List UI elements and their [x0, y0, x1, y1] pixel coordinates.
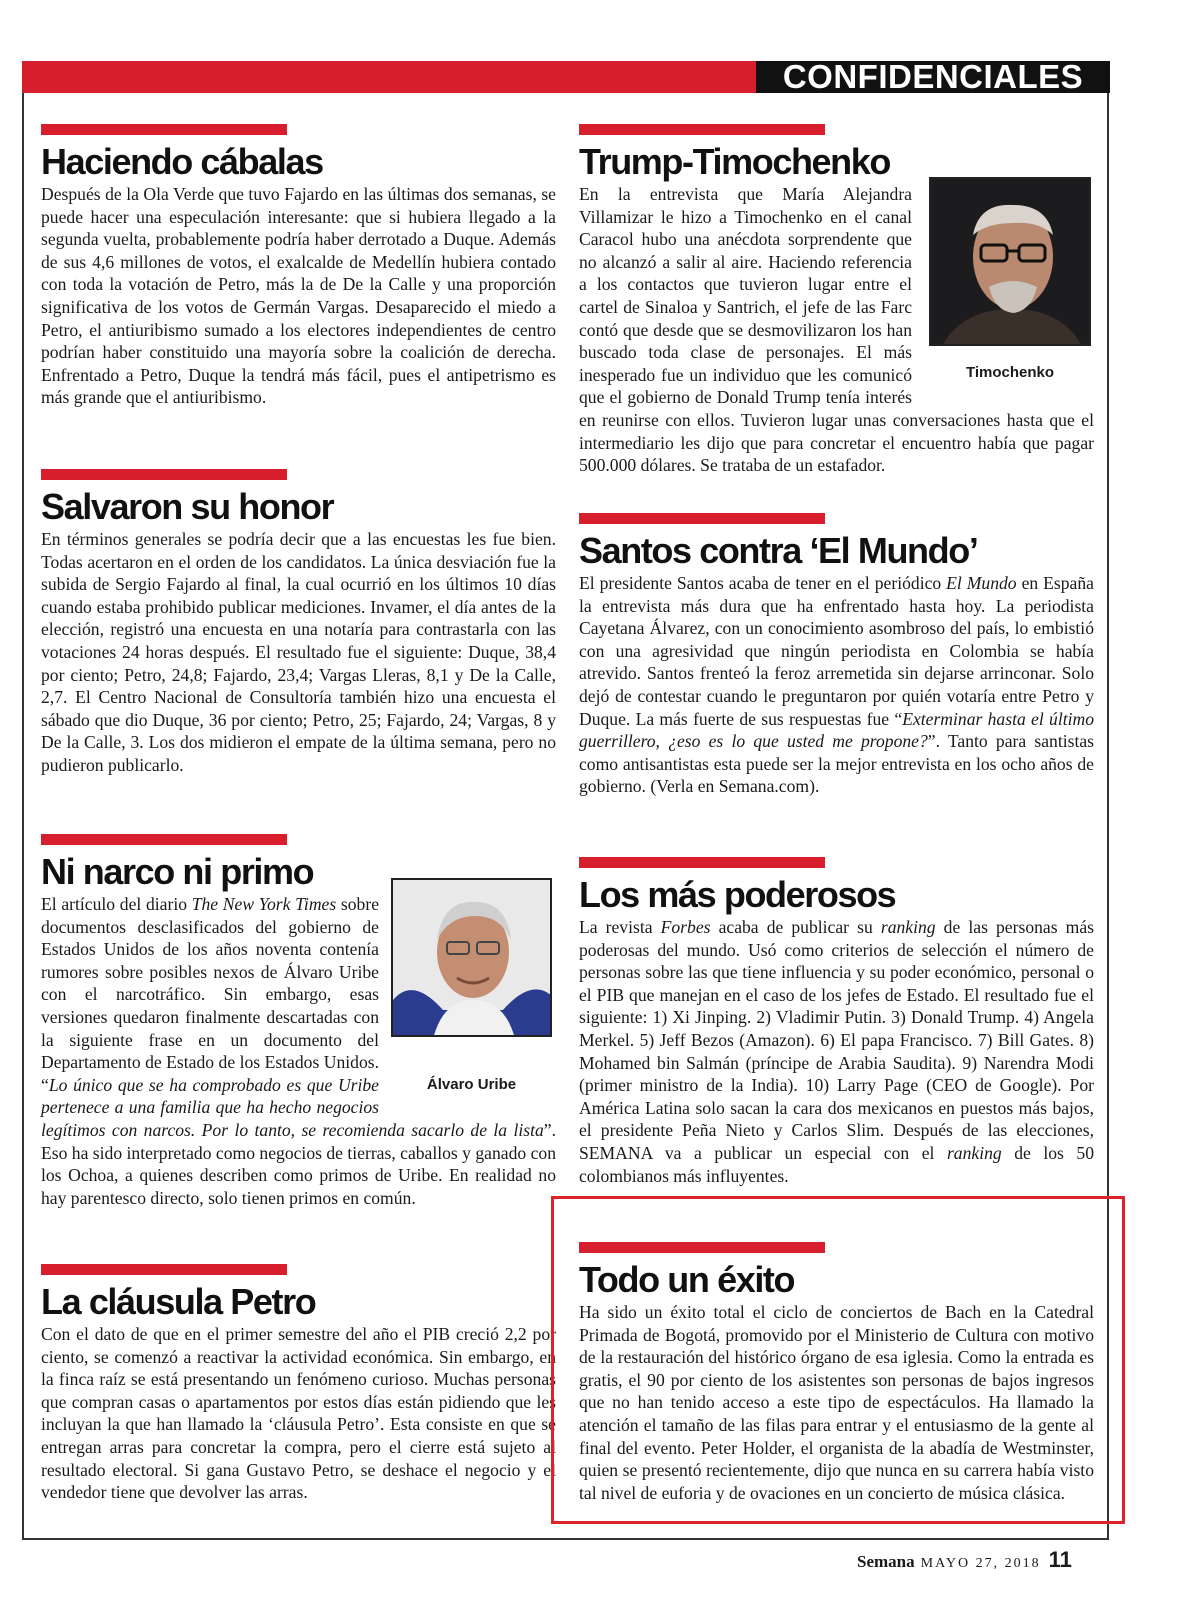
article-body: El presidente Santos acaba de tener en el periódico El Mundo en España la entrevista más dura que ha enfrentado hasta hoy. La periodista Cayetana Álvarez, con un conocimiento asombroso del país, lo embistió con una agresividad que ningún periodista en Colombia se había atrevido. Santos frenteó la feroz arremetida sin dejarse arrinconar. Solo dejó de contestar cuando le preguntaron por quién votaría entre Petro y Duque. La más fuerte de sus respuestas fue “Exterminar hasta el último guerrillero, ¿eso es lo que usted me propone?”. Tanto para santistas como antisantistas esta puede ser la mejor entrevista en los ocho años de gobierno. (Verla en Semana.com).	[579, 573, 1094, 797]
magazine-name: Semana	[857, 1552, 915, 1571]
highlight-box	[551, 1196, 1125, 1524]
article-body: La revista Forbes acaba de publicar su ranking de las personas más poderosas del mundo. Usó como criterios de selección el número de personas sobre las que tiene influencia y su poder económico, personal o el PIB que manejan en el caso de los jefes de Estado. El resultado fue el siguiente: 1) Xi Jinping. 2) Vladimir Putin. 3) Donald Trump. 4) Angela Merkel. 5) Jeff Bezos (Amazon). 6) El papa Francisco. 7) Bill Gates. 8) Mohamed bin Salmán (príncipe de Arabia Saudita). 9) Narendra Modi (primer ministro de la India). 10) Larry Page (CEO de Google). Por América Latina solo sacan la cara dos mexicanos en puestos más bajos, el presidente Peña Nieto y Carlos Slim. Después de las elecciones, SEMANA va a publicar un especial con el ranking de los 50 colombianos más influyentes.	[579, 917, 1095, 1186]
photo-caption: Álvaro Uribe	[426, 1076, 517, 1093]
issue-date: MAYO 27, 2018	[920, 1556, 1041, 1571]
headline: Todo un éxito	[579, 1259, 795, 1300]
article-body: El artículo del diario The New York Times sobre documentos desclasificados del gobierno de Estados Unidos de los años noventa contenía rumores sobre posibles nexos de Álvaro Uribe con el narcotráfico. Sin embargo, esas versiones quedaron finalmente descartadas con la siguiente frase en un documento del Departamento de Estado de los Estados Unidos. “Lo único que se ha comprobado es que Uribe pertenece a una familia que ha hecho negocios legítimos con narcos. Por lo tanto, se recomienda sacarlo de la lista”. Eso ha sido interpretado como negocios de tierras, caballos y ganado con los Ochoa, a quienes describen como primos de Uribe. En realidad no hay parentesco directo, solo tienen primos en común.	[41, 894, 556, 1208]
headline: Ni narco ni primo	[41, 851, 314, 892]
article-salvaron-su-honor	[41, 469, 556, 777]
headline-bar	[41, 834, 287, 845]
photo-timochenko	[929, 177, 1091, 346]
quote: Lo único que se ha comprobado es que Uribe pertenece a una familia que ha hecho negocios legítimos con narcos. Por lo tanto, se recomienda sacarlo de la lista	[41, 1074, 544, 1140]
headline: Santos contra ‘El Mundo’	[579, 530, 978, 571]
headline-bar	[579, 857, 825, 868]
publication-name: Forbes	[660, 917, 711, 937]
portrait-image	[931, 179, 1091, 346]
headline-bar	[41, 124, 287, 135]
article-body: Después de la Ola Verde que tuvo Fajardo en las últimas dos semanas, se puede hacer una especulación interesante: que si hubiera llegado a la segunda vuelta, probablemente podría haber derrotado a Duque. Además de sus 4,6 millones de votos, el exalcalde de Medellín hubiera contado con toda la votación de Petro, más la de De la Calle y una proporción significativa de los votos de Germán Vargas. Desaparecido el miedo a Petro, el antiuribismo sumado a los electores independientes de centro podrían haber constituido una mayoría sobre la coalición de derecha. Enfrentado a Petro, Duque la tendrá más fácil, pues el antipetrismo es más grande que el antiuribismo.	[41, 184, 556, 408]
headline: La cláusula Petro	[41, 1281, 316, 1322]
portrait-image	[393, 880, 552, 1037]
page-number: 11	[1048, 1547, 1072, 1572]
article-los-mas-poderosos	[579, 857, 1094, 1187]
headline-bar	[41, 1264, 287, 1275]
headline-bar	[579, 513, 825, 524]
publication-name: El Mundo	[946, 573, 1017, 593]
page-footer	[857, 1547, 1072, 1573]
article-body: En términos generales se podría decir que a las encuestas les fue bien. Todas acertaron en el orden de los candidatos. La única desviación fue la subida de Sergio Fajardo al final, la cual ocurrió en los últimos 10 días cuando estaba prohibido publicar mediciones. Invamer, el día antes de la elección, registró una encuesta en una notaría para contrastarla con las votaciones 24 horas después. El resultado fue el siguiente: Duque, 38,4 por ciento; Petro, 24,8; Fajardo, 23,4; Vargas Lleras, 8,1 y De la Calle, 2,7. El Centro Nacional de Consultoría también hizo una encuesta el sábado que dio Duque, 36 por ciento; Petro, 25; Fajardo, 24; Vargas, 8 y De la Calle, 3. Los dos midieron el empate de la última semana, pero no pudieron publicarlo.	[41, 529, 556, 775]
photo-alvaro-uribe	[391, 878, 552, 1037]
section-label: CONFIDENCIALES	[756, 61, 1110, 93]
article-santos-contra-el-mundo	[579, 513, 1094, 798]
headline: Haciendo cábalas	[41, 141, 323, 182]
publication-name: The New York Times	[191, 894, 337, 914]
quote: Exterminar hasta el último guerrillero, ¿eso es lo que usted me propone?	[579, 708, 1094, 752]
article-la-clausula-petro	[41, 1264, 556, 1504]
headline: Los más poderosos	[579, 874, 896, 915]
article-body: Ha sido un éxito total el ciclo de conciertos de Bach en la Catedral Primada de Bogotá, promovido por el Ministerio de Cultura con motivo de la restauración del histórico órgano de esa iglesia. Como la entrada es gratis, el 90 por ciento de los asistentes son personas de bajos ingresos que no han tenido acceso a este tipo de espectáculos. Ha llamado la atención el tamaño de las filas para entrar y el entusiasmo de la gente al final del evento. Peter Holder, el organista de la abadía de Westminster, quien se presentó recientemente, dijo que nunca en su carrera había visto tal nivel de euforia y de ovaciones en un concierto de música clásica.	[579, 1302, 1094, 1503]
headline: Trump-Timochenko	[579, 141, 890, 182]
article-haciendo-cabalas	[41, 124, 556, 409]
article-body: En la entrevista que María Alejandra Villamizar le hizo a Timochenko en el canal Caracol hubo una anécdota sorprendente que no alcanzó a salir al aire. Haciendo referencia a los contactos que tuvieron lugar entre el cartel de Sinaloa y Santrich, el jefe de las Farc contó que desde que se desmovilizaron los han buscado toda clase de personajes. El más inesperado fue un individuo que les comunicó que el gobierno de Donald Trump tenía interés en reunirse con ellos. Tuvieron lugar unas conversaciones hasta que el intermediario les dijo que para concretar el encuentro había que pagar 500.000 dólares. Se trataba de un estafador.	[579, 184, 1094, 476]
article-body: Con el dato de que en el primer semestre del año el PIB creció 2,2 por ciento, se comenzó a reactivar la actividad económica. Sin embargo, en la finca raíz se está presentando un fenómeno curioso. Muchas personas que compran casas o apartamentos por estos días están pidiendo que les incluyan la que han llamado la ‘cláusula Petro’. Esta consiste en que se entregan arras para concretar la compra, pero el cierre está sujeto al resultado electoral. Si gana Gustavo Petro, se deshace el negocio y el vendedor tiene que devolver las arras.	[41, 1324, 556, 1503]
headline-bar	[41, 469, 287, 480]
headline-bar	[579, 124, 825, 135]
headline: Salvaron su honor	[41, 486, 334, 527]
photo-caption: Timochenko	[965, 364, 1055, 381]
